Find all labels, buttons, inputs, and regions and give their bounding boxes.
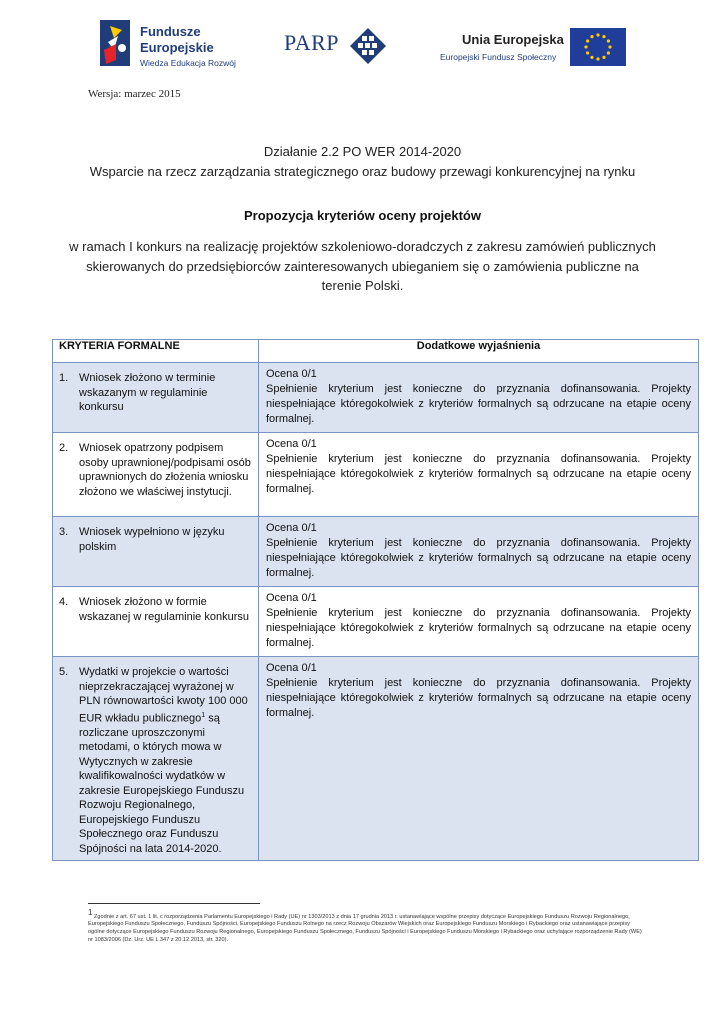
- table-row: [53, 433, 699, 517]
- criterion-cell: [53, 433, 259, 517]
- explanation-cell: [259, 363, 699, 433]
- parp-logo: [284, 26, 394, 68]
- document-header: [60, 142, 665, 182]
- criterion-cell: [53, 657, 259, 861]
- criterion-text-part-b: są rozliczane uproszczonymi metodami, o których mowa w Wytycznych w zakresie kwalifikowalności wydatków w zakresie Europejskiego Funduszu Rozwoju Regionalnego, Europejskiego Funduszu Społecznego oraz Funduszu Spójności na lata 2014-2020.: [79, 712, 245, 855]
- table-row: [53, 517, 699, 587]
- explanation-text: Spełnienie kryterium jest konieczne do przyznania dofinansowania. Projekty niespełniające któregokolwiek z kryteriów formalnych są odrzucane na etapie oceny formalnej.: [266, 537, 691, 579]
- document-title: Propozycja kryteriów oceny projektów: [244, 208, 481, 223]
- criterion-number: 5.: [59, 666, 69, 678]
- criterion-cell: [53, 517, 259, 587]
- explanation-cell: [259, 517, 699, 587]
- fe-logo-line1: Fundusze: [140, 24, 201, 39]
- criterion-number: 4.: [59, 596, 69, 608]
- fe-logo-line2: Europejskie: [140, 40, 214, 55]
- criterion-cell: [53, 363, 259, 433]
- ue-logo-line2: Europejski Fundusz Społeczny: [440, 52, 557, 62]
- explanation-text: Spełnienie kryterium jest konieczne do przyznania dofinansowania. Projekty niespełniające któregokolwiek z kryteriów formalnych są odrzucane na etapie oceny formalnej.: [266, 607, 691, 649]
- explanation-text: Spełnienie kryterium jest konieczne do przyznania dofinansowania. Projekty niespełniające któregokolwiek z kryteriów formalnych są odrzucane na etapie oceny formalnej.: [266, 677, 691, 719]
- table-row: [53, 587, 699, 657]
- table-row: [53, 657, 699, 861]
- header-line-1: Działanie 2.2 PO WER 2014-2020: [263, 144, 462, 159]
- criterion-text: Wniosek wypełniono w języku polskim: [79, 526, 225, 553]
- criterion-text: Wniosek złożono w terminie wskazanym w regulaminie konkursu: [79, 372, 216, 413]
- parp-logo-text: PARP: [284, 30, 340, 55]
- criterion-number: 2.: [59, 442, 69, 454]
- criterion-number: 3.: [59, 526, 69, 538]
- fundusze-europejskie-logo: [100, 20, 240, 74]
- version-note: Wersja: marzec 2015: [88, 88, 181, 100]
- header-logos: [0, 14, 725, 74]
- criterion-text: Wniosek złożono w formie wskazanej w regulaminie konkursu: [79, 596, 249, 623]
- explanation-cell: [259, 587, 699, 657]
- footnote-number: 1: [88, 908, 93, 917]
- criterion-text: Wniosek opatrzony podpisem osoby uprawnionej/podpisami osób uprawnionych do złożenia wniosku złożono we właściwej instytucji.: [79, 442, 251, 498]
- criterion-number: 1.: [59, 372, 69, 384]
- header-line-2: Wsparcie na rzecz zarządzania strategicznego oraz budowy przewagi konkurencyjnej na rynku: [89, 164, 636, 179]
- parp-logo-icon: [348, 26, 388, 66]
- footnote-separator: [88, 903, 260, 904]
- intro-line-2: skierowanych do przedsiębiorców zainteresowanych ubieganiem się o zamówienia publiczne na: [86, 258, 639, 274]
- eu-flag-icon: [570, 28, 626, 66]
- ocena-label: Ocena 0/1: [266, 592, 317, 604]
- unia-europejska-logo: [440, 30, 630, 70]
- explanation-text: Spełnienie kryterium jest konieczne do przyznania dofinansowania. Projekty niespełniające któregokolwiek z kryteriów formalnych są odrzucane na etapie oceny formalnej.: [266, 453, 691, 495]
- table-header-row: [53, 340, 699, 363]
- ocena-label: Ocena 0/1: [266, 662, 317, 674]
- footnote-ref[interactable]: 1: [201, 711, 206, 719]
- intro-line-3: terenie Polski.: [321, 278, 404, 293]
- footnote: [88, 909, 648, 944]
- ocena-label: Ocena 0/1: [266, 522, 317, 534]
- fe-logo-icon: [100, 20, 134, 70]
- intro-paragraph: [60, 237, 665, 296]
- explanation-text: Spełnienie kryterium jest konieczne do przyznania dofinansowania. Projekty niespełniające któregokolwiek z kryteriów formalnych są odrzucane na etapie oceny formalnej.: [266, 383, 691, 425]
- criterion-text: [79, 665, 251, 856]
- fe-logo-line3: Wiedza Edukacja Rozwój: [140, 58, 236, 68]
- criteria-table: [52, 339, 699, 861]
- ocena-label: Ocena 0/1: [266, 438, 317, 450]
- criterion-text-part-a: Wydatki w projekcie o wartości nieprzekraczającej wyrażonej w PLN równowartości kwoty 100 000 EUR wkładu publicznego: [79, 666, 248, 725]
- footnote-text: Zgodnie z art. 67 ust. 1 lit. c rozporządzenia Parlamentu Europejskiego i Rady (UE) nr 1303/2013 z dnia 17 grudnia 2013 r. ustanawiające wspólne przepisy dotyczące Europejskiego Funduszu Rozwoju Regionalnego, Europejskiego Funduszu Społecznego, Funduszu Spójności, Europejskiego Funduszu Rolnego na rzecz Rozwoju Obszarów Wiejskich oraz Europejskiego Funduszu Morskiego i Rybackiego oraz ustanawiające przepisy ogólne dotyczące Europejskiego Funduszu Rozwoju Regionalnego, Europejskiego Funduszu Społecznego, Funduszu Spójności i Europejskiego Funduszu Morskiego i Rybackiego oraz uchylające rozporządzenie Rady (WE) nr 1083/2006 (Dz. Urz. UE L 347 z 20.12.2013, str. 320).: [88, 913, 642, 943]
- table-row: [53, 363, 699, 433]
- ocena-label: Ocena 0/1: [266, 368, 317, 380]
- header-kryteria: KRYTERIA FORMALNE: [53, 340, 259, 363]
- header-wyjasnienia: Dodatkowe wyjaśnienia: [259, 340, 699, 363]
- criterion-cell: [53, 587, 259, 657]
- explanation-cell: [259, 433, 699, 517]
- explanation-cell: [259, 657, 699, 861]
- intro-line-1: w ramach I konkurs na realizację projektów szkoleniowo-doradczych z zakresu zamówień publicznych: [69, 239, 656, 254]
- ue-logo-line1: Unia Europejska: [462, 32, 564, 47]
